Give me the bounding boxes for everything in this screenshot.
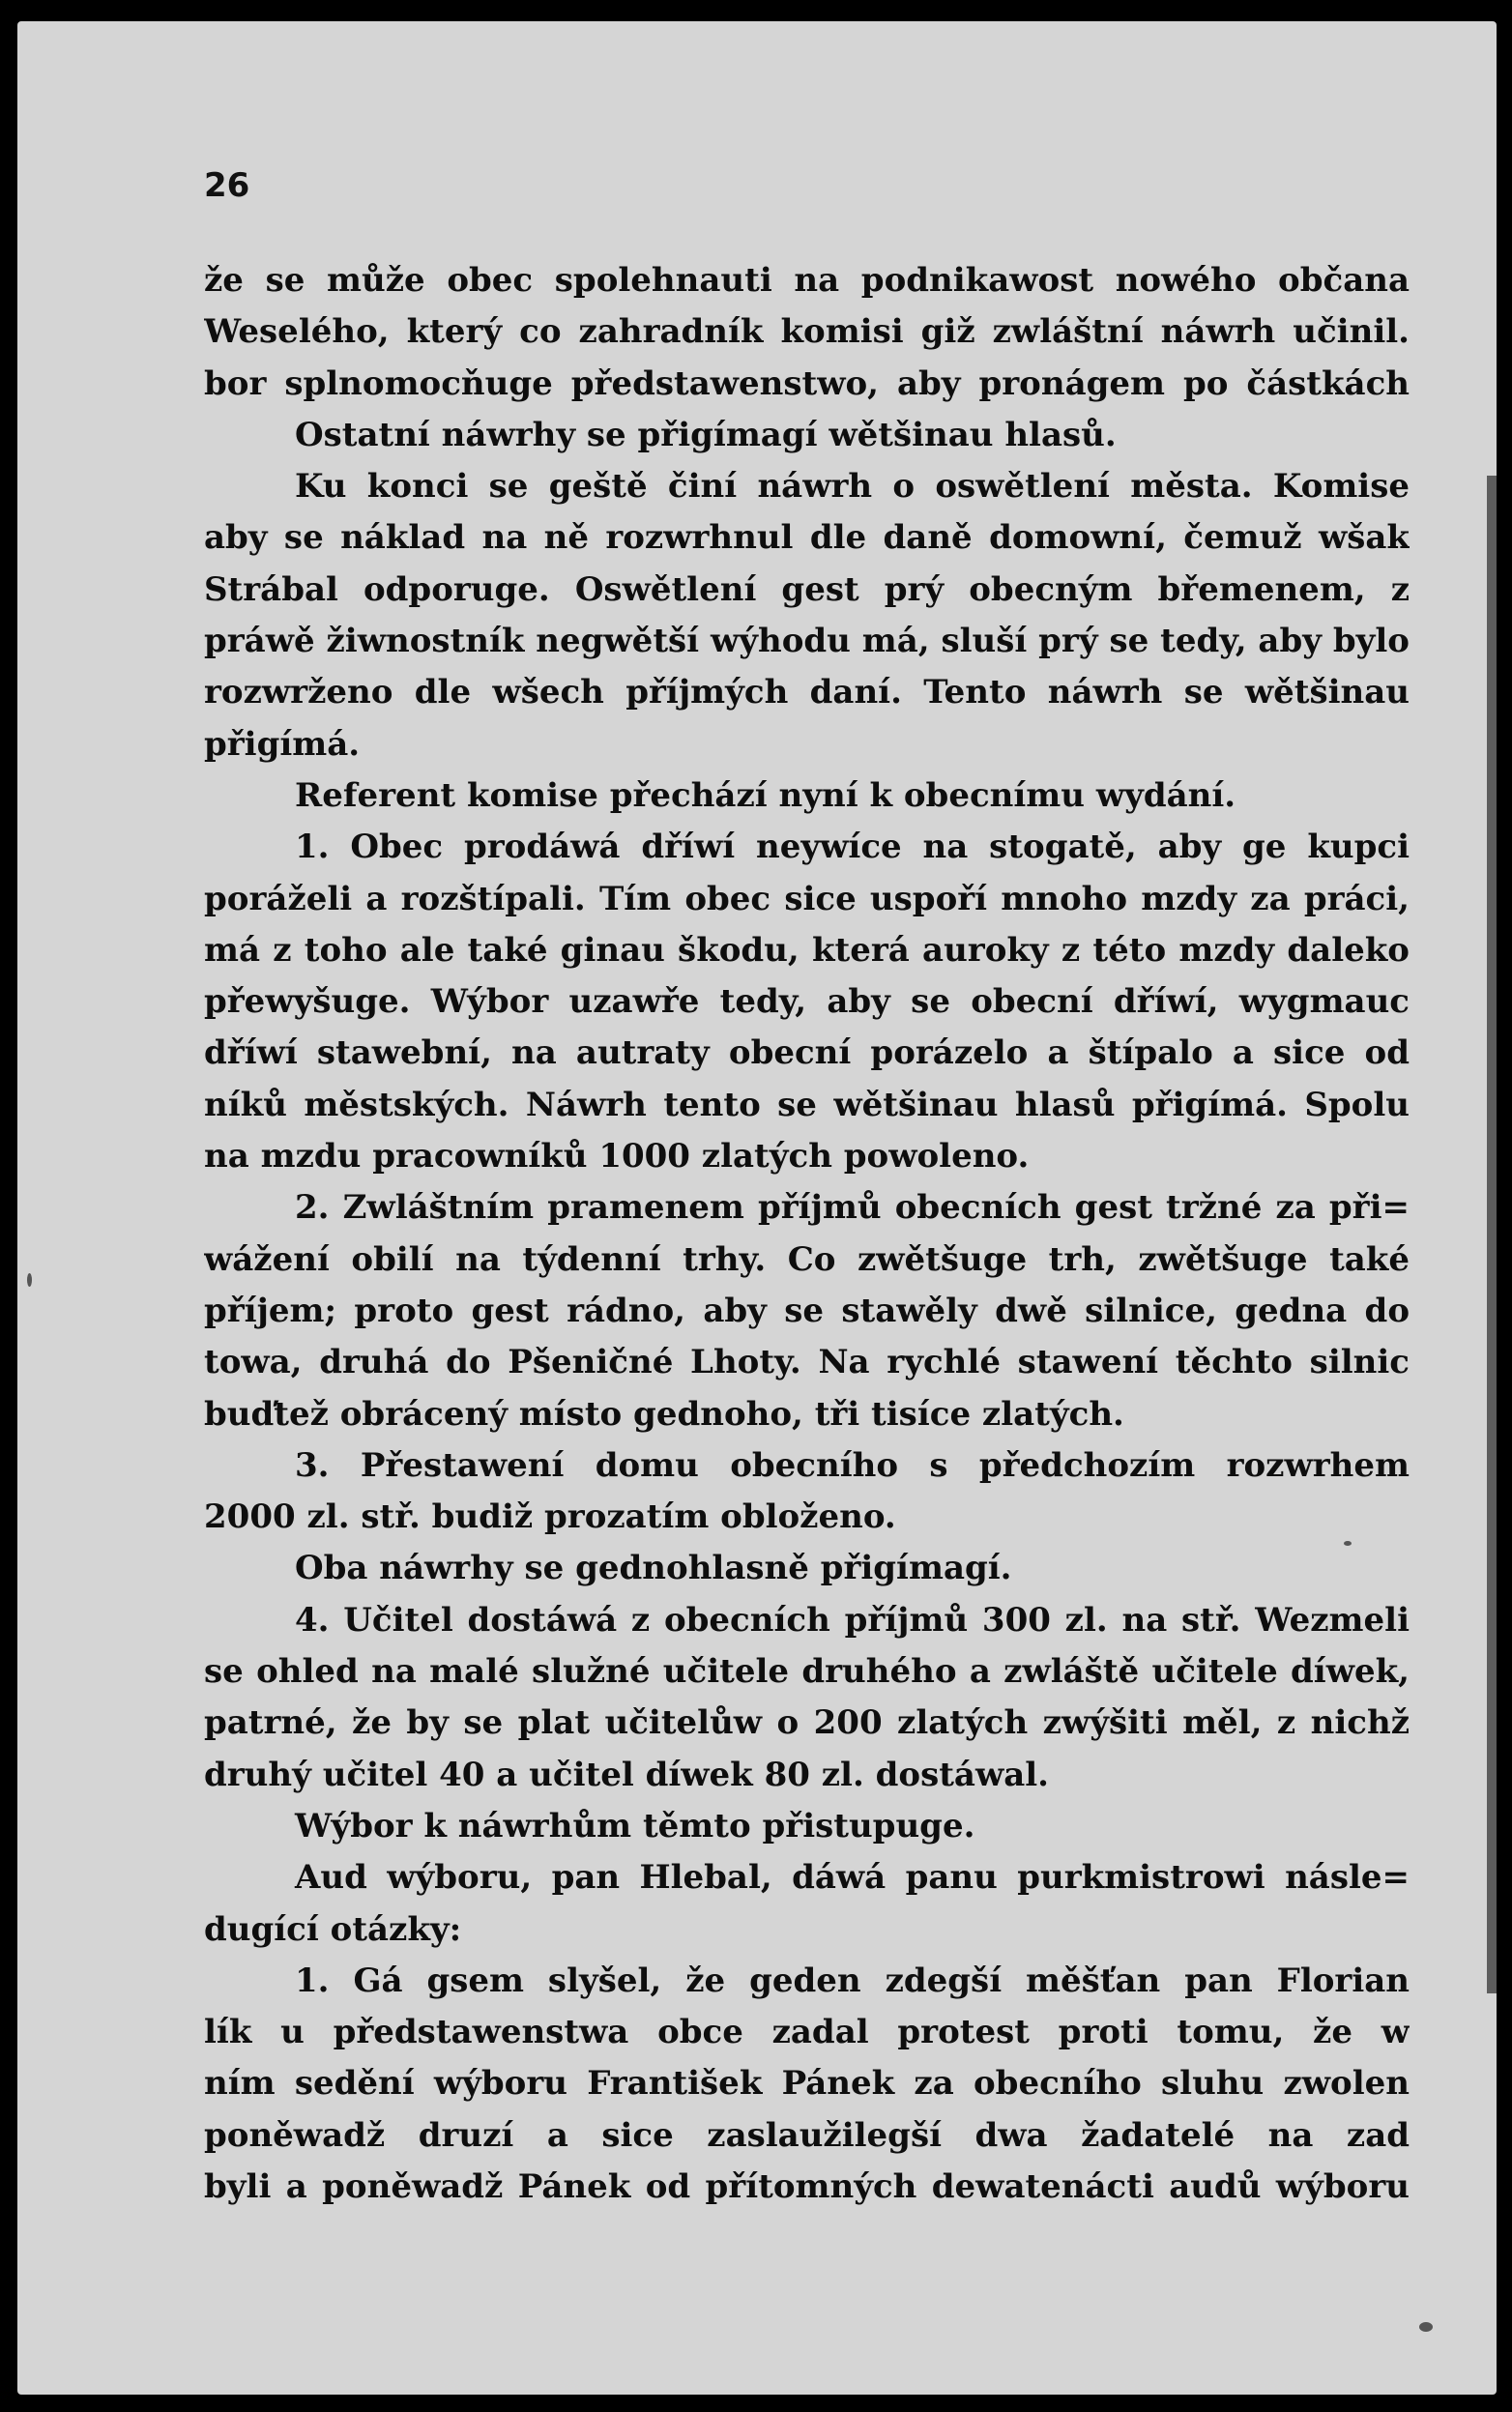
text-line: patrné, že by se plat učitelůw o 200 zlatých zwýšiti měl, z nichž [204,1703,1410,1743]
text-line: přewyšuge. Wýbor uzawře tedy, aby se obecní dříwí, wygmauc [204,982,1410,1022]
scan-edge-shadow [1487,476,1497,1993]
text-line: lík u předstawenstwa obce zadal protest proti tomu, že w [204,2013,1410,2052]
text-line: že se může obec spolehnauti na podnikawost nowého občana [204,261,1410,300]
scan-speck [27,1273,32,1287]
text-line: má z toho ale také ginau škodu, která auroky z této mzdy daleko [204,930,1410,970]
scan-speck [1344,1541,1352,1546]
text-line: rozwrženo dle wšech příjmých daní. Tento náwrh se wětšinau [204,673,1410,712]
text-line: níků městských. Náwrh tento se wětšinau hlasů přigímá. Spolu [204,1085,1410,1124]
text-line: přigímá. [204,724,361,764]
text-line: Strábal odporuge. Oswětlení gest prý obecným břemenem, z [204,569,1410,609]
text-line: 2. Zwláštním pramenem příjmů obecních gest tržné za při= [295,1188,1410,1228]
text-line: byli a poněwadž Pánek od přítomných dewatenácti audů wýboru [204,2166,1410,2206]
text-line: Weseléhо, který co zahradník komisi giž zwláštní náwrh učinil. [204,312,1410,352]
text-line: 2000 zl. stř. budiž prozatím obloženo. [204,1497,896,1537]
scan-speck [1419,2322,1433,2332]
text-line: Ostatní náwrhy se přigímagí wětšinau hlasů. [295,415,1117,454]
text-line: wážení obilí na týdenní trhy. Co zwětšuge trh, zwětšuge také [204,1239,1410,1279]
text-line: druhý učitel 40 a učitel díwek 80 zl. dostáwal. [204,1755,1050,1794]
text-line: Ku konci se geště činí náwrh o oswětlení města. Komise [295,467,1410,507]
text-line: na mzdu pracowníků 1000 zlatých powoleno. [204,1137,1030,1177]
body-text [204,255,1410,2213]
text-line: se ohled na malé služné učitele druhého a zwláště učitele díwek, [204,1652,1410,1692]
text-line: 1. Gá gsem slyšel, že geden zdegší měšťan pan Florian [295,1961,1410,2000]
text-line: buďtež obrácený místo gednoho, tři tisíce zlatých. [204,1394,1124,1434]
text-line: Referent komise přechází nyní k obecnímu wydání. [295,775,1236,815]
document-page [17,21,1497,2395]
page-number: 26 [204,166,250,205]
text-line: 3. Přestawení domu obecního s předchozím rozwrhem [295,1445,1410,1485]
text-line: příjem; proto gest rádno, aby se stawěly dwě silnice, gedna do [204,1291,1410,1330]
text-line: dříwí stawební, na autraty obecní porázelo a štípalo a sice od [204,1033,1410,1073]
text-line: towa, druhá do Pšeničné Lhoty. Na rychlé stawení těchto silnic [204,1343,1410,1382]
text-line: bor splnomocňuge předstawenstwo, aby pronágem po částkách [204,363,1410,403]
text-line: dugící otázky: [204,1909,462,1949]
text-line: 4. Učitel dostáwá z obecních příjmů 300 zl. na stř. Wezmeli [295,1600,1410,1640]
text-line: Aud wýboru, pan Hlebal, dáwá panu purkmistrowi násle= [295,1858,1410,1898]
text-line: poněwadž druzí a sice zaslaužilegší dwa žadatelé na zad [204,2115,1410,2155]
text-line: poráželi a rozštípali. Tím obec sice uspoří mnoho mzdy za práci, [204,879,1410,918]
text-line: ním sedění wýboru František Pánek za obecního sluhu zwolen [204,2064,1410,2104]
text-line: 1. Obec prodáwá dříwí neywíce na stogatě, aby ge kupci [295,828,1410,867]
text-line: Wýbor k náwrhům těmto přistupuge. [295,1806,975,1845]
text-line: aby se náklad na ně rozwrhnul dle daně domowní, čemuž wšak [204,518,1410,558]
text-line: Oba náwrhy se gednohlasně přigímagí. [295,1549,1012,1588]
text-line: práwě žiwnostník negwětší wýhodu má, sluší prý se tedy, aby bylo [204,622,1410,661]
